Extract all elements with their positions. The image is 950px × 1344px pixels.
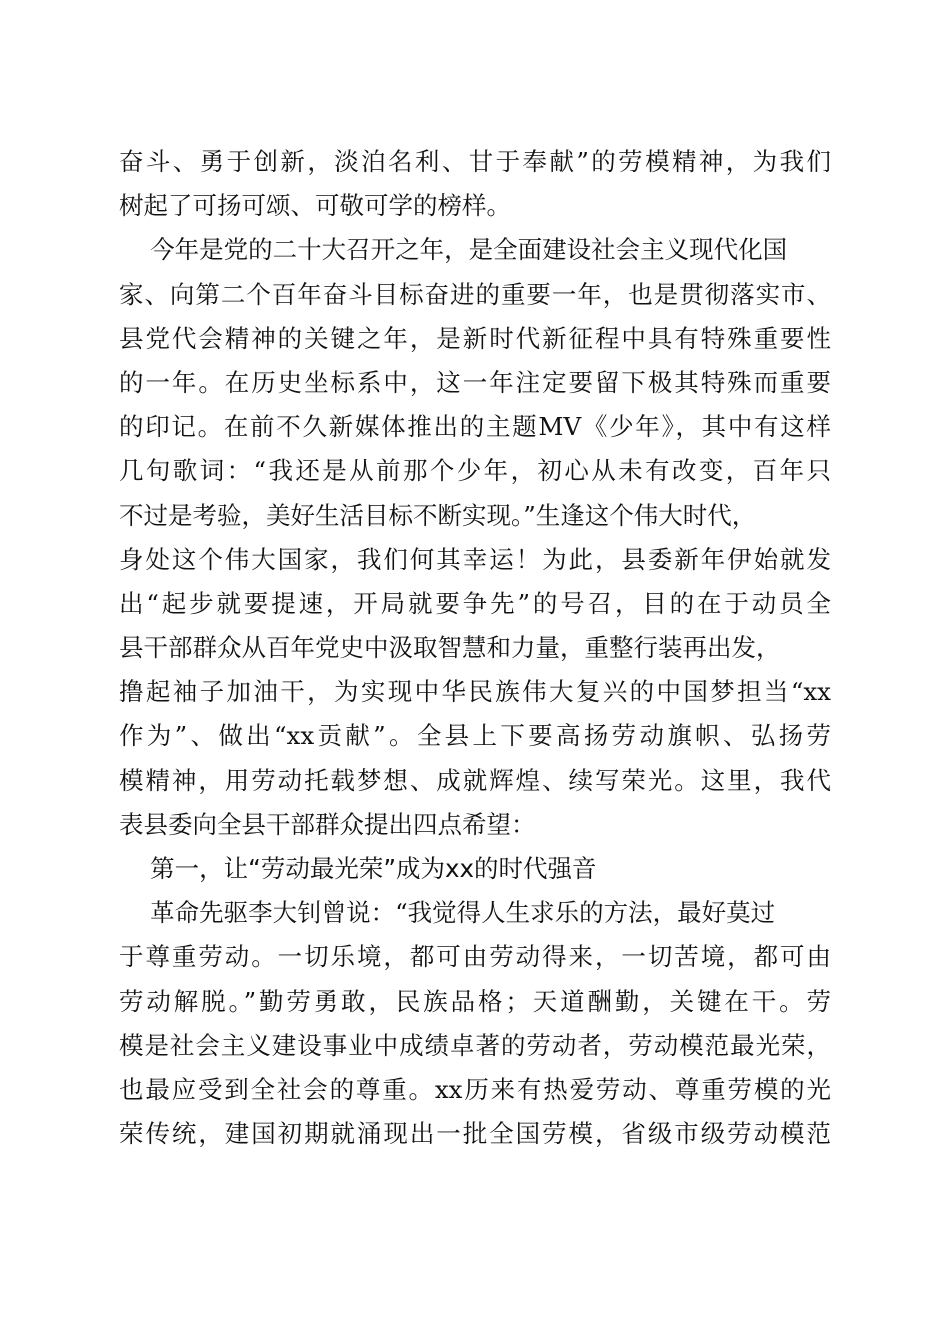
text-line: 出“起步就要提速，开局就要争先”的号召，目的在于动员全 [119, 588, 831, 618]
text-line: 树起了可扬可颂、可敬可学的榜样。 [119, 191, 511, 221]
text-line: 荣传统，建国初期就涌现出一批全国劳模，省级市级劳动模范 [119, 1119, 831, 1149]
section-heading: 第一，让“劳动最光荣”成为xx的时代强音 [119, 854, 597, 883]
text-line: 劳动解脱。”勤劳勇敢，民族品格；天道酬勤，关键在干。劳 [119, 986, 831, 1016]
text-line: 撸起袖子加油干，为实现中华民族伟大复兴的中国梦担当“xx [119, 677, 831, 707]
text-line: 模是社会主义建设事业中成绩卓著的劳动者，劳动模范最光荣， [119, 1030, 831, 1060]
text-line: 家、向第二个百年奋斗目标奋进的重要一年，也是贯彻落实市、 [119, 279, 831, 309]
text-line: 几句歌词：“我还是从前那个少年，初心从未有改变，百年只 [119, 456, 831, 486]
text-line: 县干部群众从百年党史中汲取智慧和力量，重整行装再出发， [119, 633, 781, 663]
text-line: 县党代会精神的关键之年，是新时代新征程中具有特殊重要性 [119, 323, 831, 353]
text-line: 表县委向全县干部群众提出四点希望： [119, 809, 536, 839]
text-line: 也最应受到全社会的尊重。xx历来有热爱劳动、尊重劳模的光 [119, 1074, 831, 1104]
text-line: 的一年。在历史坐标系中，这一年注定要留下极其特殊而重要 [119, 367, 831, 397]
text-line: 的印记。在前不久新媒体推出的主题MV《少年》，其中有这样 [119, 412, 831, 442]
text-line: 奋斗、勇于创新，淡泊名利、甘于奉献”的劳模精神，为我们 [119, 147, 831, 176]
body-text [119, 140, 831, 1156]
text-line: 作为”、做出“xx贡献”。全县上下要高扬劳动旗帜、弘扬劳 [119, 721, 831, 751]
text-line: 身处这个伟大国家，我们何其幸运！为此，县委新年伊始就发 [119, 544, 831, 574]
text-line: 革命先驱李大钊曾说：“我觉得人生求乐的方法，最好莫过 [119, 898, 776, 928]
text-line: 模精神，用劳动托载梦想、成就辉煌、续写荣光。这里，我代 [119, 765, 831, 795]
text-line: 不过是考验，美好生活目标不断实现。”生逢这个伟大时代， [119, 500, 757, 530]
text-line: 今年是党的二十大召开之年，是全面建设社会主义现代化国 [119, 235, 788, 265]
text-line: 于尊重劳动。一切乐境，都可由劳动得来，一切苦境，都可由 [119, 942, 831, 972]
